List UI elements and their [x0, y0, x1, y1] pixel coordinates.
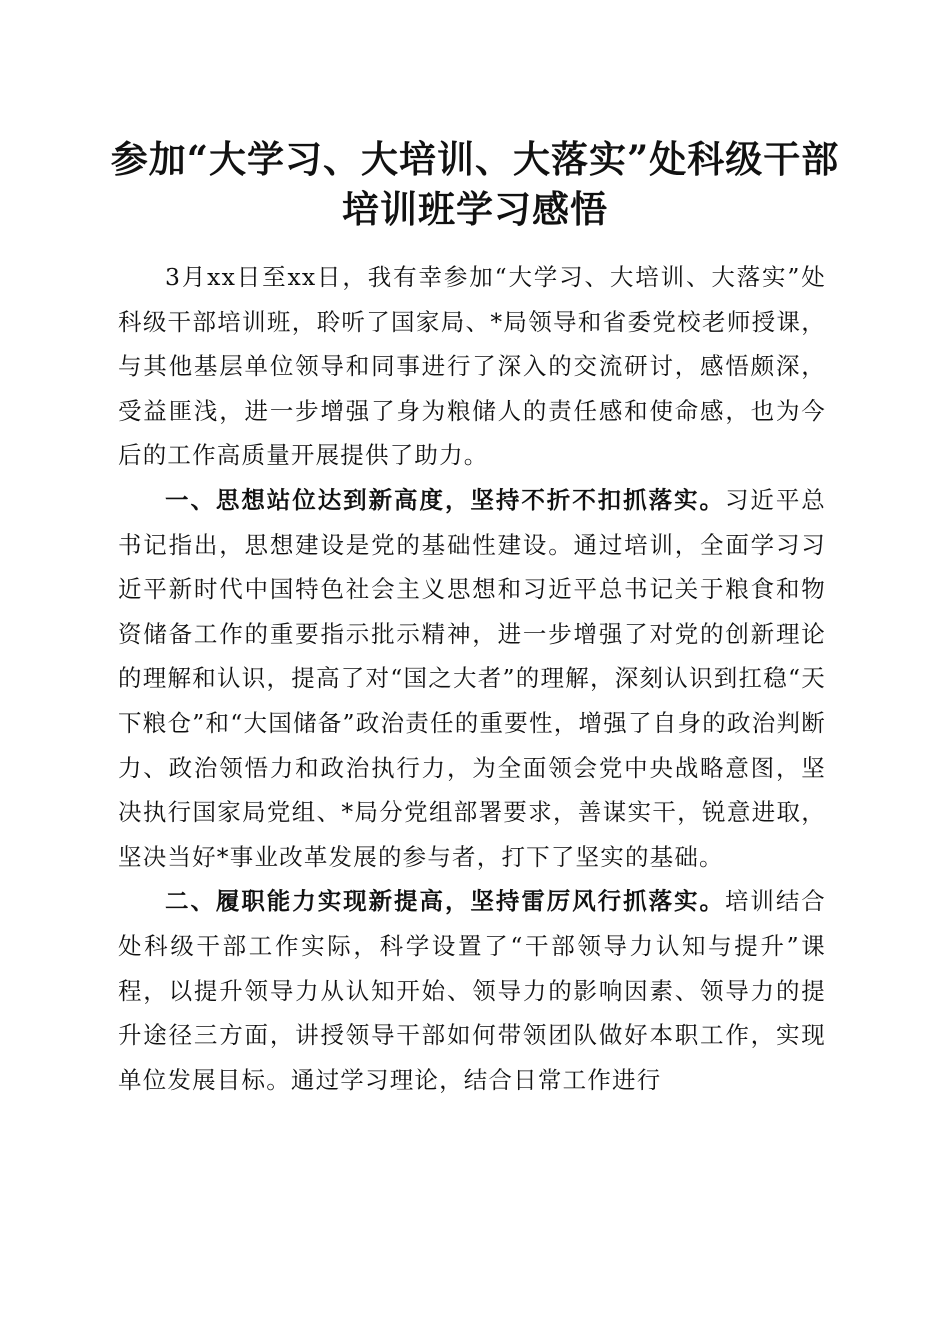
paragraph-section-2 [118, 879, 826, 1102]
section-heading: 一、思想站位达到新高度，坚持不折不扣抓落实。 [165, 485, 725, 514]
section-heading: 二、履职能力实现新提高，坚持雷厉风行抓落实。 [165, 887, 725, 916]
paragraph-text: 3月xx日至xx日，我有幸参加“大学习、大培训、大落实”处科级干部培训班，聆听了国家局、*局领导和省委党校老师授课，与其他基层单位领导和同事进行了深入的交流研讨，感悟颇深，受益匪浅，进一步增强了身为粮储人的责任感和使命感，也为今后的工作高质量开展提供了助力。 [118, 263, 826, 470]
paragraph-intro [118, 255, 826, 478]
paragraph-section-1 [118, 478, 826, 879]
document-title-line-1: 参加“大学习、大培训、大落实”处科级干部 [110, 137, 840, 181]
document-body [118, 255, 826, 1102]
paragraph-text: 习近平总书记指出，思想建设是党的基础性建设。通过培训，全面学习习近平新时代中国特色社会主义思想和习近平总书记关于粮食和物资储备工作的重要指示批示精神，进一步增强了对党的创新理论的理解和认识，提高了对“国之大者”的理解，深刻认识到扛稳“天下粮仓”和“大国储备”政治责任的重要性，增强了自身的政治判断力、政治领悟力和政治执行力，为全面领会党中央战略意图，坚决执行国家局党组、*局分党组部署要求，善谋实干，锐意进取，坚决当好*事业改革发展的参与者，打下了坚实的基础。 [118, 485, 826, 871]
document-title-line-2: 培训班学习感悟 [342, 187, 608, 231]
paragraph-text: 培训结合处科级干部工作实际，科学设置了“干部领导力认知与提升”课程，以提升领导力从认知开始、领导力的影响因素、领导力的提升途径三方面，讲授领导干部如何带领团队做好本职工作，实现单位发展目标。通过学习理论，结合日常工作进行 [118, 887, 826, 1094]
